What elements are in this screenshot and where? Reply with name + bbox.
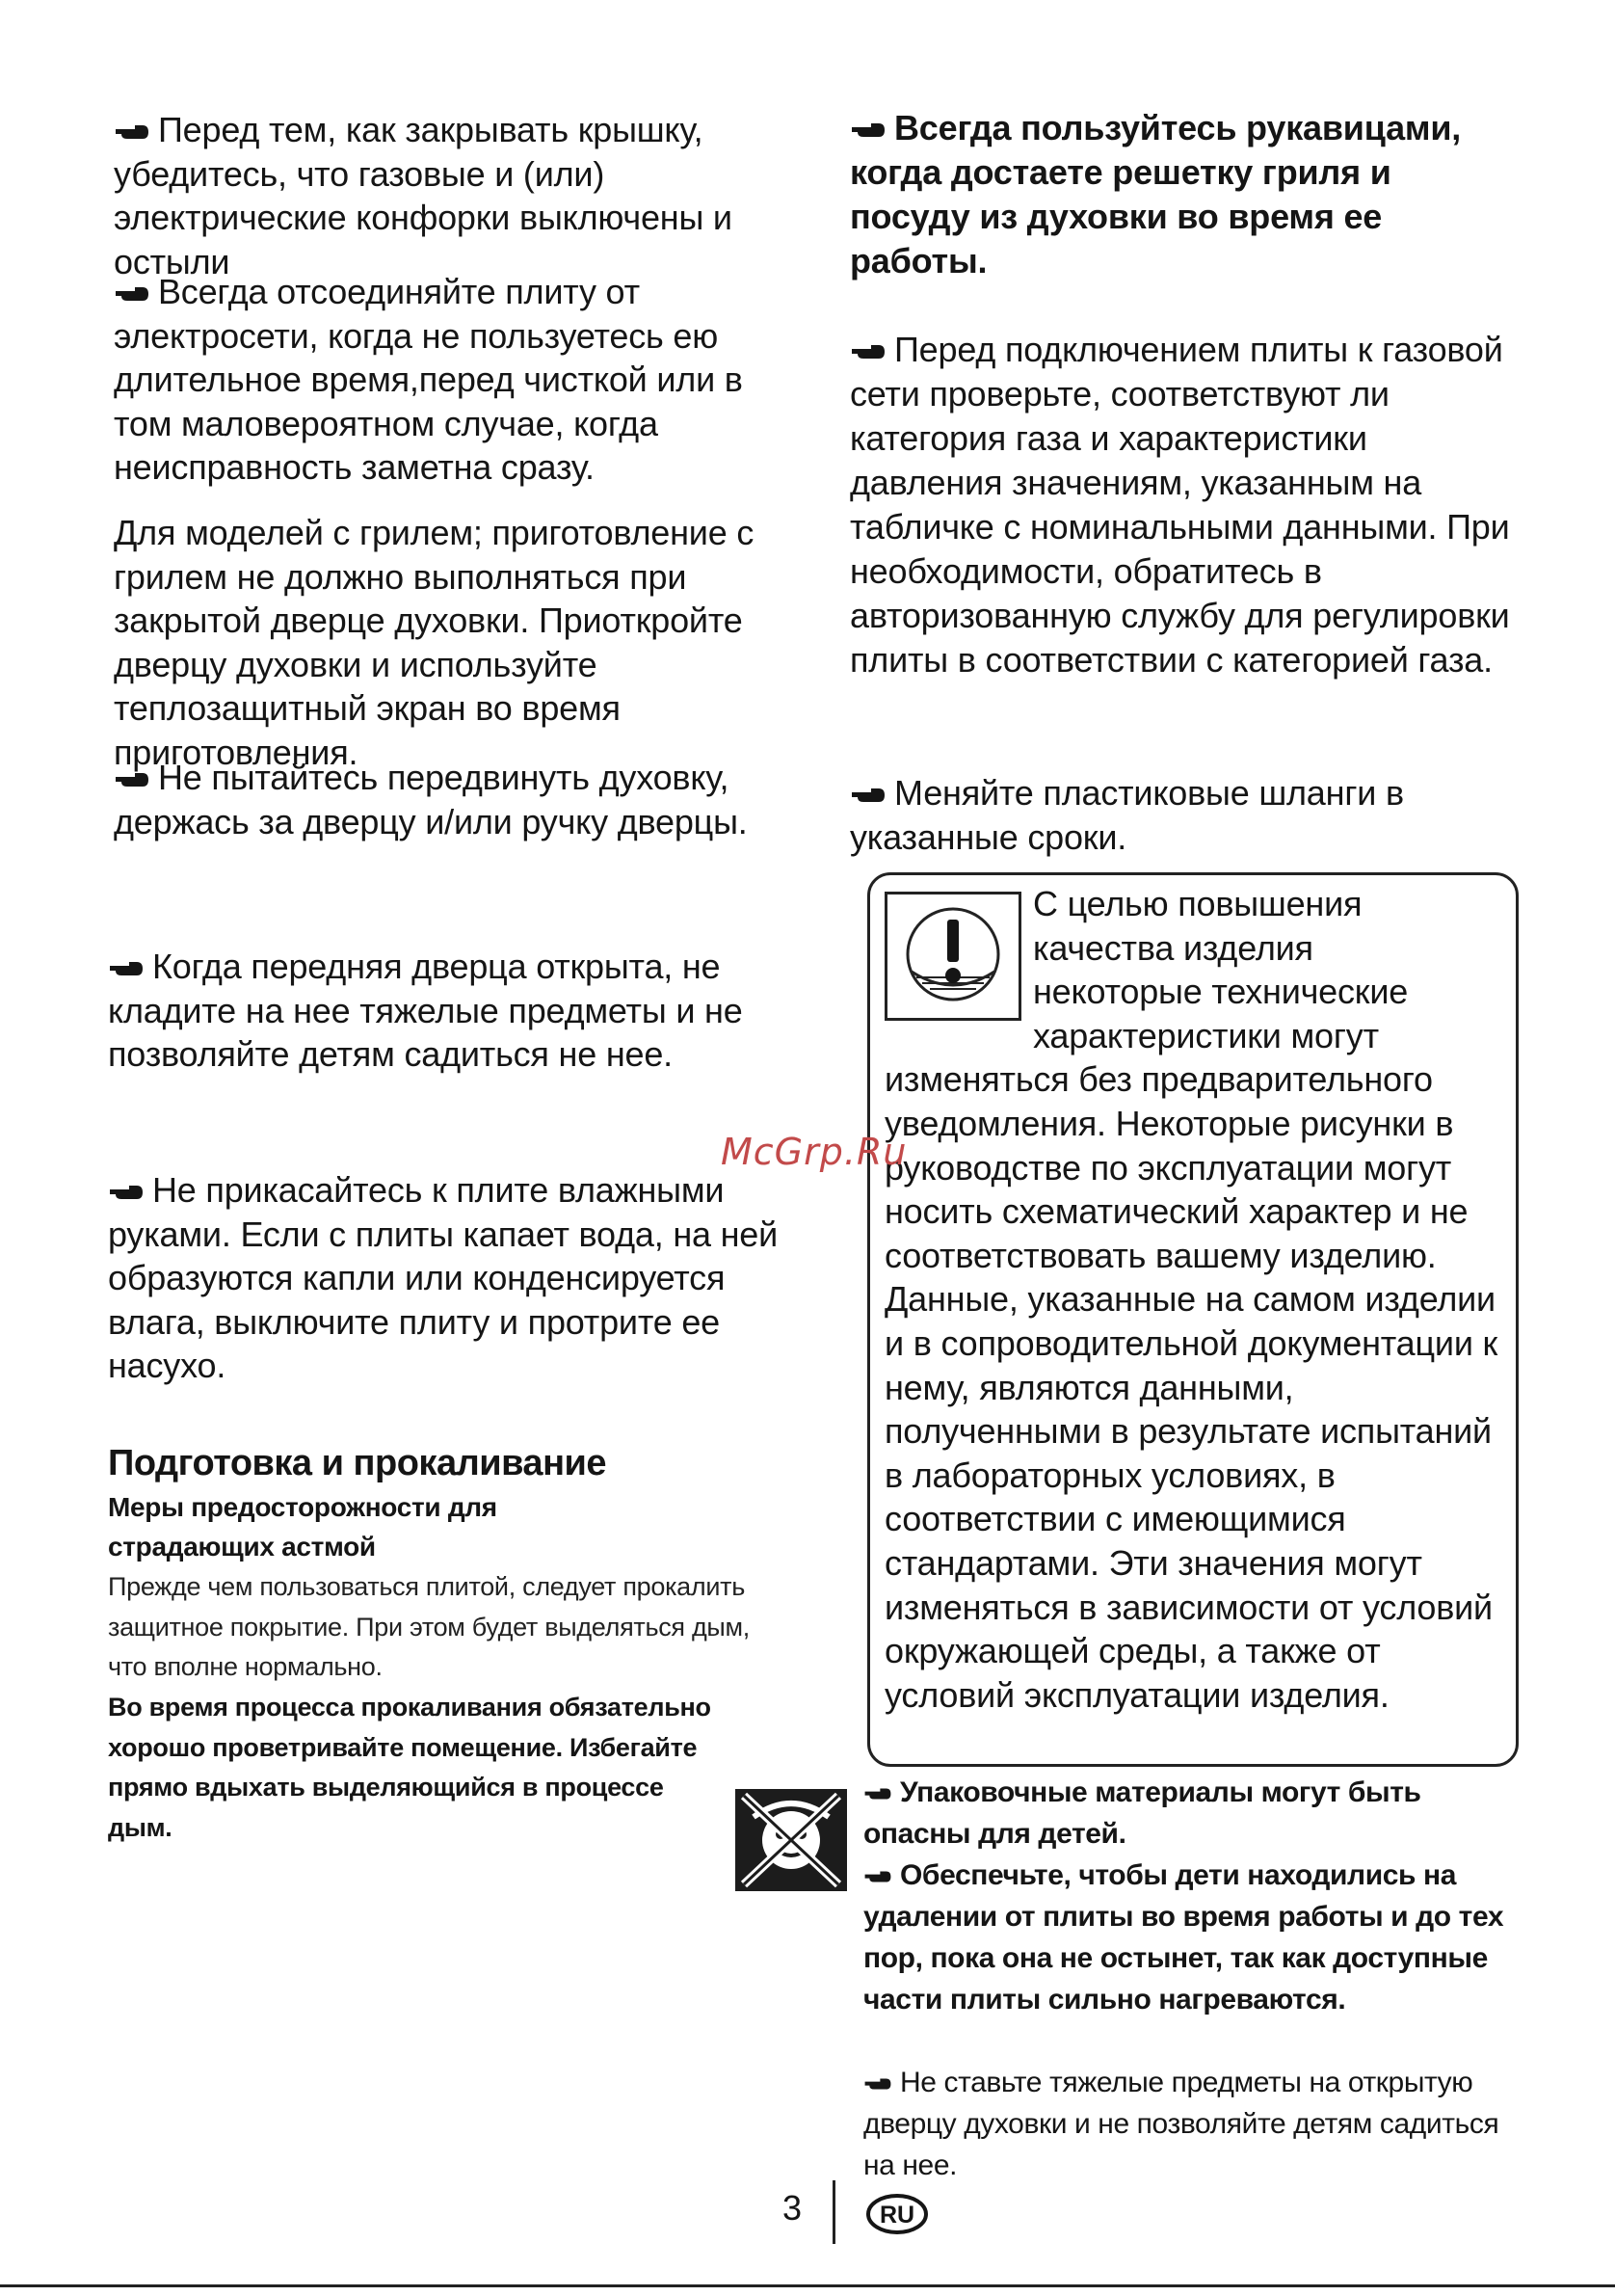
packaging-warning: Упаковочные материалы могут быть опасны для детей. bbox=[863, 1772, 1528, 1855]
children-warning: Обеспечьте, чтобы дети находились на удалении от плиты во время работы и до тех пор, пока она не остынет, так как доступные части плиты сильно нагреваются. bbox=[863, 1855, 1528, 2020]
pointing-hand-icon bbox=[114, 756, 150, 800]
safety-item-gloves: Всегда пользуйтесь рукавицами, когда достаете решетку гриля и посуду из духовки во время ее работы. bbox=[850, 108, 1462, 280]
safety-item-gas-check: Перед подключением плиты к газовой сети проверьте, соответствуют ли категория газа и характеристики давления значениям, указанным на табличке с номинальными данными. При необходимости, обратитесь в авторизованную службу для регулировки плиты в соответствии с категорией газа. bbox=[850, 330, 1510, 680]
section-text: Прежде чем пользоваться плитой, следует прокалить защитное покрытие. При этом будет выделяться дым, что вполне нормально. bbox=[108, 1572, 750, 1681]
pointing-hand-icon bbox=[850, 328, 887, 372]
notice-text bbox=[885, 882, 1511, 1717]
pointing-hand-icon bbox=[108, 945, 145, 989]
pointing-hand-icon bbox=[863, 1855, 892, 1896]
pointing-hand-icon bbox=[863, 1772, 892, 1813]
watermark: McGrp.Ru bbox=[721, 1131, 908, 1173]
safety-item-lid: Перед тем, как закрывать крышку, убедитесь, что газовые и (или) электрические конфорки выключены и остыли bbox=[114, 110, 732, 281]
pointing-hand-icon bbox=[108, 1168, 145, 1213]
no-children-plastic-bag-icon bbox=[734, 1788, 848, 1892]
pointing-hand-icon bbox=[863, 2062, 892, 2103]
notice-line-2: качества изделия bbox=[1033, 927, 1313, 968]
pointing-hand-icon bbox=[850, 771, 887, 815]
section-title: Подготовка и прокаливание bbox=[108, 1443, 607, 1483]
pointing-hand-icon bbox=[114, 270, 150, 314]
pointing-hand-icon bbox=[850, 106, 887, 150]
notice-line-1: С целью повышения bbox=[1033, 884, 1363, 923]
page-divider bbox=[833, 2180, 835, 2244]
notice-rest: изменяться без предварительного уведомления. Некоторые рисунки в руководстве по эксплуатации могут носить схематический характер и не соответствовать вашему изделию. Данные, указанные на самом изделии и в сопроводительной документации к нему, являются данными, полученными в результате испытаний в лабораторных условиях, в соответствии с имеющимися стандартами. Эти значения могут изменяться в зависимости от условий окружающей среды, а также от условий эксплуатации изделия. bbox=[885, 1059, 1498, 1715]
bottom-rule bbox=[0, 2284, 1615, 2287]
language-badge bbox=[865, 2193, 929, 2235]
safety-item-door-open: Когда передняя дверца открыта, не кладите на нее тяжелые предметы и не позволяйте детям садиться не нее. bbox=[108, 947, 743, 1074]
section-bold-text: Во время процесса прокаливания обязательно хорошо проветривайте помещение. Избегайте прямо вдыхать выделяющийся в процессе дым. bbox=[108, 1693, 711, 1842]
notice-line-4: характеристики могут bbox=[1033, 1015, 1379, 1055]
section-subtitle: Меры предосторожности для страдающих астмой bbox=[108, 1492, 497, 1562]
page-number: 3 bbox=[782, 2188, 803, 2228]
language-badge-text: RU bbox=[879, 2202, 915, 2229]
notice-line-3: некоторые технические bbox=[1033, 972, 1409, 1012]
pointing-hand-icon bbox=[114, 108, 150, 152]
safety-item-move-oven: Не пытайтесь передвинуть духовку, держась за дверцу и/или ручку дверцы. bbox=[114, 758, 748, 841]
door-warning: Не ставьте тяжелые предметы на открытую дверцу духовки и не позволяйте детям садиться на нее. bbox=[863, 2062, 1528, 2186]
safety-item-grill: Для моделей с грилем; приготовление с грилем не должно выполняться при закрытой дверце духовки. Приоткройте дверцу духовки и используйте теплозащитный экран во время приготовления. bbox=[114, 513, 755, 772]
safety-item-disconnect: Всегда отсоединяйте плиту от электросети, когда не пользуетесь ею длительное время,перед чисткой или в том маловероятном случае, когда неисправность заметна сразу. bbox=[114, 272, 743, 487]
safety-item-wet-hands: Не прикасайтесь к плите влажными руками. Если с плиты капает вода, на ней образуются капли или конденсируется влага, выключите плиту и протрите ее насухо. bbox=[108, 1170, 779, 1385]
safety-item-hoses: Меняйте пластиковые шланги в указанные сроки. bbox=[850, 773, 1404, 857]
